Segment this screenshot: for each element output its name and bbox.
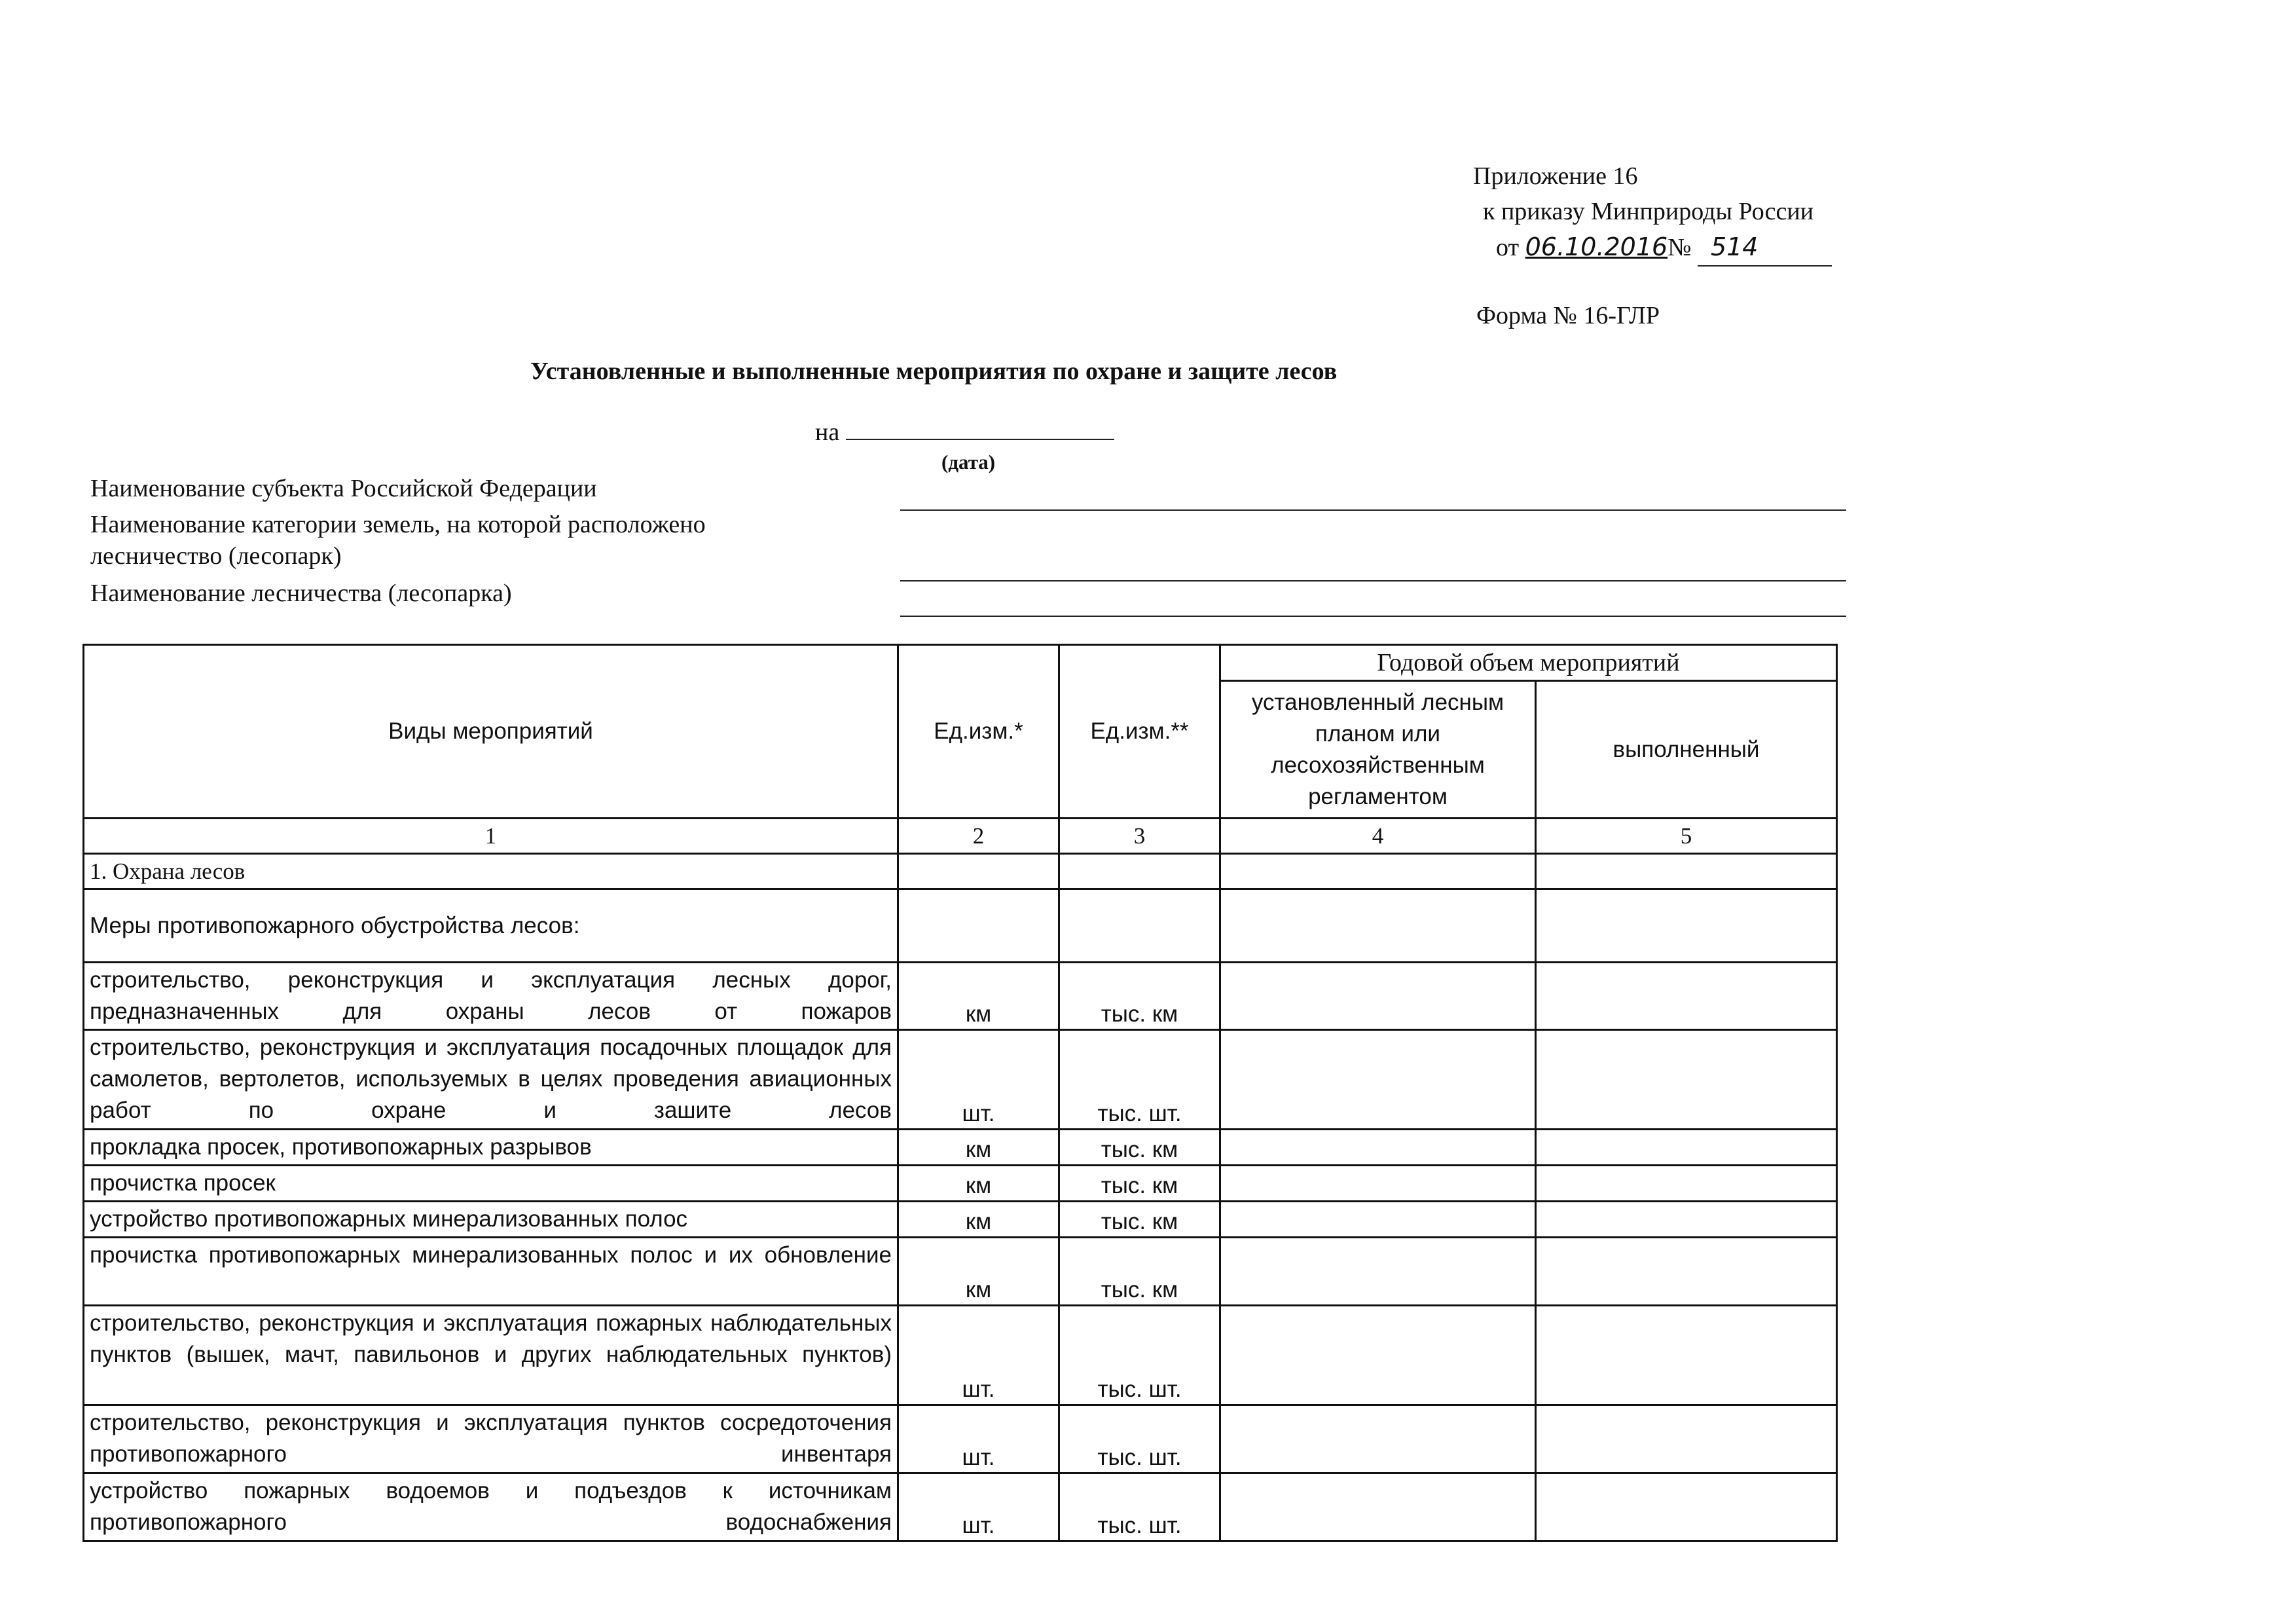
row-unit-1: км	[898, 1130, 1059, 1166]
document-title: Установленные и выполненные мероприятия по охране и защите лесов	[530, 358, 1338, 385]
col-number-2: 2	[898, 819, 1059, 854]
table-row	[84, 1166, 1837, 1202]
cell-done[interactable]	[1536, 1306, 1837, 1405]
row-unit-1: км	[898, 963, 1059, 1030]
cell-planned[interactable]	[1220, 1130, 1536, 1166]
table-row	[84, 1405, 1837, 1473]
cell-empty	[1059, 854, 1220, 889]
subsection-title: Меры противопожарного обустройства лесов:	[84, 889, 898, 963]
order-date-line	[1496, 229, 1832, 267]
appendix-label: Приложение 16	[1473, 162, 1638, 190]
cell-done[interactable]	[1536, 1202, 1837, 1238]
header-done: выполненный	[1536, 681, 1837, 819]
row-unit-1: шт.	[898, 1405, 1059, 1473]
header-unit-2: Ед.изм.**	[1059, 645, 1220, 819]
row-unit-1: км	[898, 1202, 1059, 1238]
header-unit-1: Ед.изм.*	[898, 645, 1059, 819]
cell-empty	[1059, 889, 1220, 963]
row-activity: прокладка просек, противопожарных разрывов	[84, 1130, 898, 1166]
table-row	[84, 963, 1837, 1030]
report-date-line	[815, 413, 1114, 450]
report-date-field[interactable]	[846, 413, 1114, 440]
cell-done[interactable]	[1536, 1130, 1837, 1166]
row-activity: устройство противопожарных минерализованных полос	[84, 1202, 898, 1238]
cell-done[interactable]	[1536, 1238, 1837, 1306]
col-number-3: 3	[1059, 819, 1220, 854]
cell-planned[interactable]	[1220, 854, 1536, 889]
cell-empty	[898, 854, 1059, 889]
cell-done[interactable]	[1536, 1405, 1837, 1473]
cell-planned[interactable]	[1220, 889, 1536, 963]
row-unit-2: тыс. км	[1059, 963, 1220, 1030]
row-unit-2: тыс. шт.	[1059, 1306, 1220, 1405]
row-unit-2: тыс. км	[1059, 1238, 1220, 1306]
field-land-category-line[interactable]	[900, 580, 1846, 581]
header-annual-volume: Годовой объем мероприятий	[1220, 645, 1837, 681]
date-prefix: от	[1496, 234, 1520, 261]
section-title: 1. Охрана лесов	[84, 854, 898, 889]
row-unit-1: шт.	[898, 1306, 1059, 1405]
col-number-5: 5	[1536, 819, 1837, 854]
cell-planned[interactable]	[1220, 1202, 1536, 1238]
cell-planned[interactable]	[1220, 1473, 1536, 1541]
row-unit-1: км	[898, 1238, 1059, 1306]
cell-done[interactable]	[1536, 1030, 1837, 1130]
cell-planned[interactable]	[1220, 963, 1536, 1030]
activities-table	[82, 644, 1838, 1542]
cell-done[interactable]	[1536, 1473, 1837, 1541]
table-row	[84, 1473, 1837, 1541]
header-activity: Виды мероприятий	[84, 645, 898, 819]
table-row	[84, 1130, 1837, 1166]
field-forestry-label: Наименование лесничества (лесопарка)	[90, 580, 512, 607]
field-subject-line[interactable]	[900, 509, 1846, 511]
order-date: 06.10.2016	[1525, 232, 1668, 261]
row-unit-1: км	[898, 1166, 1059, 1202]
row-activity: строительство, реконструкция и эксплуатация пунктов сосредоточения противопожарного инвентаря	[84, 1405, 898, 1473]
order-reference: к приказу Минприроды России	[1483, 198, 1814, 225]
row-unit-1: шт.	[898, 1030, 1059, 1130]
row-activity: прочистка просек	[84, 1166, 898, 1202]
cell-empty	[898, 889, 1059, 963]
field-subject-label: Наименование субъекта Российской Федерации	[90, 475, 597, 502]
row-unit-2: тыс. км	[1059, 1166, 1220, 1202]
cell-planned[interactable]	[1220, 1166, 1536, 1202]
table-row	[84, 1030, 1837, 1130]
cell-done[interactable]	[1536, 1166, 1837, 1202]
cell-planned[interactable]	[1220, 1238, 1536, 1306]
row-activity: устройство пожарных водоемов и подъездов к источникам противопожарного водоснабжения	[84, 1473, 898, 1541]
cell-done[interactable]	[1536, 963, 1837, 1030]
number-prefix: №	[1667, 234, 1692, 261]
col-number-1: 1	[84, 819, 898, 854]
table-row	[84, 1306, 1837, 1405]
cell-done[interactable]	[1536, 854, 1837, 889]
row-activity: строительство, реконструкция и эксплуатация посадочных площадок для самолетов, вертолетов, используемых в целях проведения авиационных работ по охране и зашите лесов	[84, 1030, 898, 1130]
row-activity: строительство, реконструкция и эксплуатация пожарных наблюдательных пунктов (вышек, мачт, павильонов и других наблюдательных пунктов)	[84, 1306, 898, 1405]
row-unit-1: шт.	[898, 1473, 1059, 1541]
row-activity: строительство, реконструкция и эксплуатация лесных дорог, предназначенных для охраны лесов от пожаров	[84, 963, 898, 1030]
cell-planned[interactable]	[1220, 1030, 1536, 1130]
field-land-category-label: Наименование категории земель, на которой расположено лесничество (лесопарк)	[90, 511, 706, 570]
cell-done[interactable]	[1536, 889, 1837, 963]
row-unit-2: тыс. шт.	[1059, 1030, 1220, 1130]
row-unit-2: тыс. шт.	[1059, 1405, 1220, 1473]
row-unit-2: тыс. км	[1059, 1130, 1220, 1166]
order-number: 514	[1710, 232, 1758, 261]
form-number: Форма № 16-ГЛР	[1476, 302, 1660, 329]
row-activity: прочистка противопожарных минерализованных полос и их обновление	[84, 1238, 898, 1306]
order-number-field	[1698, 229, 1832, 267]
field-forestry-line[interactable]	[900, 616, 1846, 617]
date-caption: (дата)	[941, 451, 996, 473]
report-date-prefix: на	[815, 418, 840, 446]
table-row	[84, 1202, 1837, 1238]
cell-planned[interactable]	[1220, 1405, 1536, 1473]
col-number-4: 4	[1220, 819, 1536, 854]
row-unit-2: тыс. км	[1059, 1202, 1220, 1238]
row-unit-2: тыс. шт.	[1059, 1473, 1220, 1541]
cell-planned[interactable]	[1220, 1306, 1536, 1405]
table-row	[84, 1238, 1837, 1306]
header-planned: установленный лесным планом или лесохозяйственным регламентом	[1220, 681, 1536, 819]
